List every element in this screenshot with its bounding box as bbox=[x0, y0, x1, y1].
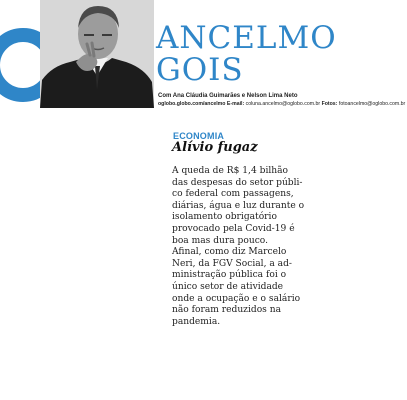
email-address[interactable]: coluna.ancelmo@oglobo.com.br bbox=[245, 101, 321, 107]
column-credits: Com Ana Cláudia Guimarães e Nelson Lima Neto bbox=[158, 93, 298, 99]
body-line: boa mas dura pouco. bbox=[172, 235, 268, 246]
columnist-name-line2: GOIS bbox=[156, 52, 244, 88]
columnist-name bbox=[156, 22, 337, 86]
body-line: não foram reduzidos na bbox=[172, 305, 282, 316]
columnist-name-line1: ANCELMO bbox=[156, 20, 337, 56]
body-line: provocado pela Covid-19 é bbox=[172, 223, 295, 234]
body-line: único setor de atividade bbox=[172, 281, 284, 292]
body-line: diárias, água e luz durante o bbox=[172, 200, 305, 211]
body-line: A queda de R$ 1,4 bilhão bbox=[172, 166, 289, 176]
email-label: E-mail: bbox=[226, 101, 245, 107]
photos-label: Fotos: bbox=[321, 101, 338, 107]
body-line: onde a ocupação e o salário bbox=[172, 293, 301, 304]
body-line: Afinal, como diz Marcelo bbox=[172, 247, 287, 258]
body-line: Neri, da FGV Social, a ad- bbox=[172, 258, 292, 269]
body-line: pandemia. bbox=[172, 316, 221, 327]
photos-email[interactable]: fotoancelmo@oglobo.com.br bbox=[338, 101, 406, 107]
article-headline: Alívio fugaz bbox=[172, 140, 258, 155]
body-line: isolamento obrigatório bbox=[172, 212, 277, 223]
body-line: das despesas do setor públi- bbox=[172, 177, 303, 188]
columnist-portrait bbox=[40, 0, 154, 108]
contact-line bbox=[158, 101, 407, 108]
article-body bbox=[172, 166, 305, 328]
section-label: ECONOMIA bbox=[173, 131, 225, 141]
body-line: ministração pública foi o bbox=[172, 270, 287, 281]
site-link[interactable]: oglobo.globo.com/ancelmo bbox=[158, 101, 226, 107]
body-line: co federal com passagens, bbox=[172, 189, 294, 200]
